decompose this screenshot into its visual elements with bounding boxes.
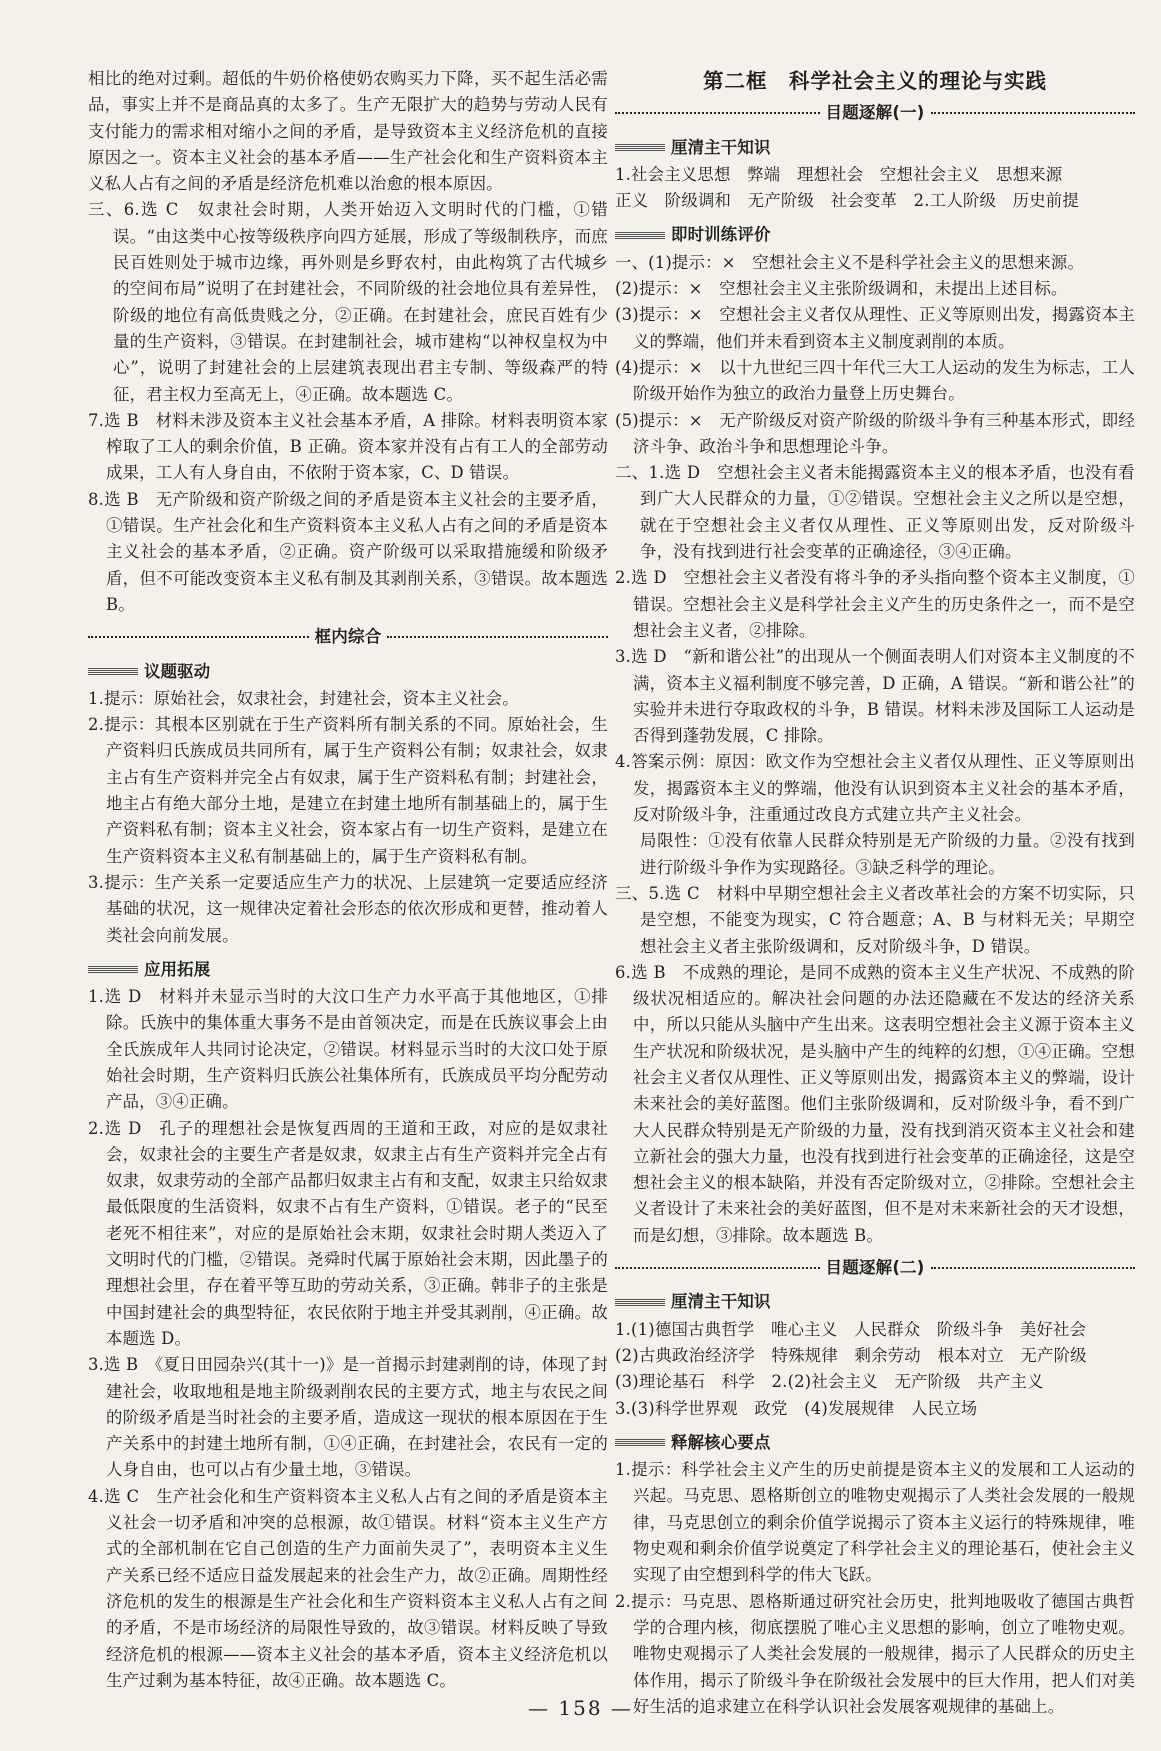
answer-item: 3.选 B 《夏日田园杂兴(其十一)》是一首揭示封建剥削的诗，体现了封建社会，收取地租是地主阶级剥削农民的主要方式，地主与农民之间的阶级矛盾是当时社会的主要矛盾，造成这一现状的根本原因在于生产关系中的封建土地所有制，①④正确，在封建社会，农民有一定的人身自由，也可以占有少量土地，③错误。: [88, 1355, 608, 1480]
answer-item: 8.选 B 无产阶级和资产阶级之间的矛盾是资本主义社会的主要矛盾，①错误。生产社会化和生产资料资本主义私人占有之间的矛盾是资本主义社会的基本矛盾，②正确。资产阶级可以采取措施缓和阶级矛盾，但不可能改变资本主义私有制及其剥削关系，③错误。故本题选 B。: [88, 489, 608, 614]
chapter-title: 第二框 科学社会主义的理论与实践: [703, 69, 1047, 93]
answer-item: 4.答案示例：原因：欧文作为空想社会主义者仅从理性、正义等原则出发，揭露资本主义的弊端，他没有认识到资本主义社会的基本矛盾，反对阶级斗争，注重通过改良方式建立共产主义社会。: [615, 752, 1135, 825]
heading-bar-icon: [615, 1439, 665, 1446]
subheading-liqing-2: 厘清主干知识: [615, 1289, 1135, 1315]
answer-item: (4)提示：× 以十九世纪三四十年代三大工人运动的发生为标志，工人阶级开始作为独立的政治力量登上历史舞台。: [615, 357, 1135, 404]
heading-bar-icon: [88, 966, 138, 973]
subheading-yiti: 议题驱动: [88, 659, 608, 685]
section-header-mubiao-1: 目题逐解(一): [615, 100, 1135, 126]
answer-item: 2.选 D 空想社会主义者没有将斗争的矛头指向整个资本主义制度，①错误。空想社会主义是科学社会主义产生的历史条件之一，而不是空想社会主义者，②排除。: [615, 568, 1135, 640]
answer-item: 二、1.选 D 空想社会主义者未能揭露资本主义的根本矛盾，也没有看到广大人民群众的力量，①②错误。空想社会主义之所以是空想，就在于空想社会主义者仅从理性、正义等原则出发，反对阶级斗争，没有找到进行社会变革的正确途径，③④正确。: [615, 463, 1135, 562]
answer-item: 局限性：①没有依靠人民群众特别是无产阶级的力量。②没有找到进行阶级斗争作为实现路径。③缺乏科学的理论。: [640, 831, 1135, 877]
section-header-kuangnei: 框内综合: [88, 624, 608, 650]
knowledge-line: (2)古典政治经济学 特殊规律 剩余劳动 根本对立 无产阶级: [615, 1345, 1087, 1365]
answer-item: 1.选 D 材料并未显示当时的大汶口生产力水平高于其他地区，①排除。氏族中的集体重大事务不是由首领决定，而是在氏族议事会上由全氏族成年人共同讨论决定，②错误。材料显示当时的大汶口处于原始社会时期，生产资料归氏族公社集体所有，氏族成员平均分配劳动产品，③④正确。: [88, 987, 608, 1112]
knowledge-line: (3)理论基石 科学 2.(2)社会主义 无产阶级 共产主义: [615, 1372, 1044, 1392]
answer-item: 2.提示：其根本区别就在于生产资料所有制关系的不同。原始社会，生产资料归氏族成员共同所有，属于生产资料公有制；奴隶社会，奴隶主占有生产资料并完全占有奴隶，属于生产资料私有制；封建社会，地主占有绝大部分土地，是建立在封建土地所有制基础上的，属于生产资料私有制；资本主义社会，资本家占有一切生产资料，是建立在生产资料资本主义私有制基础上的，属于生产资料私有制。: [88, 715, 608, 866]
answer-item: 1.提示：科学社会主义产生的历史前提是资本主义的发展和工人运动的兴起。马克思、恩格斯创立的唯物史观揭示了人类社会发展的一般规律，马克思创立的剩余价值学说揭示了资本主义运行的特殊规律，唯物史观和剩余价值学说奠定了科学社会主义的理论基石，使社会主义实现了由空想到科学的伟大飞跃。: [615, 1460, 1135, 1585]
answer-item: 3.选 D “新和谐公社”的出现从一个侧面表明人们对资本主义制度的不满，资本主义福利制度不够完善，D 正确，A 错误。“新和谐公社”的实验并未进行夺取政权的斗争，B 错误。材料未涉及国际工人运动是否得到蓬勃发展，C 排除。: [615, 647, 1135, 746]
knowledge-line: 1.(1)德国古典哲学 唯心主义 人民群众 阶级斗争 美好社会: [615, 1319, 1087, 1339]
answer-item: 三、6.选 C 奴隶社会时期，人类开始迈入文明时代的门槛，①错误。“由这类中心按等级秩序向四方延展，形成了等级制秩序，而庶民百姓则处于城市边缘，再外则是乡野农村，由此构筑了古代城乡的空间布局”说明了在封建社会，不同阶级的社会地位具有差异性，阶级的地位有高低贵贱之分，②正确。在封建社会，庶民百姓有少量的生产资料，③错误。在封建制社会，城市建构“以神权皇权为中心”，说明了封建社会的上层建筑表现出君主专制、等级森严的特征，君主权力至高无上，④正确。故本题选 C。: [88, 200, 608, 404]
heading-bar-icon: [615, 232, 665, 239]
section-header-mubiao-2: 目题逐解(二): [615, 1255, 1135, 1281]
heading-bar-icon: [615, 1299, 665, 1306]
answer-item: 4.选 C 生产社会化和生产资料资本主义私人占有之间的矛盾是资本主义社会一切矛盾和冲突的总根源，故①错误。材料“资本主义生产方式的全部机制在它自己创造的生产力面前失灵了”，表明资本主义生产关系已经不适应日益发展起来的社会生产力，故②正确。周期性经济危机的发生的根源是生产社会化和生产资料资本主义私人占有之间的矛盾，不是市场经济的局限性导致的，故③错误。材料反映了导致经济危机的根源——资本主义社会的基本矛盾，资本主义经济危机以生产过剩为基本特征，故④正确。故本题选 C。: [88, 1486, 608, 1690]
answer-item: (3)提示：× 空想社会主义者仅从理性、正义等原则出发，揭露资本主义的弊端，他们并未看到资本主义制度剥削的本质。: [615, 305, 1135, 351]
answer-item: (2)提示：× 空想社会主义主张阶级调和，未提出上述目标。: [615, 279, 1068, 299]
knowledge-line: 3.(3)科学世界观 政党 (4)发展规律 人民立场: [615, 1398, 978, 1418]
answer-item: 1.提示：原始社会，奴隶社会，封建社会，资本主义社会。: [88, 688, 519, 708]
subheading-liqing-1: 厘清主干知识: [615, 135, 1135, 161]
answer-item: 2.提示：马克思、恩格斯通过研究社会历史，批判地吸收了德国古典哲学的合理内核，彻底摆脱了唯心主义思想的影响，创立了唯物史观。唯物史观揭示了人类社会发展的一般规律，揭示了人民群众的历史主体作用，揭示了阶级斗争在阶级社会发展中的巨大作用，把人们对美好生活的追求建立在科学认识社会发展客观规律的基础上。: [615, 1591, 1135, 1716]
answer-item: 2.选 D 孔子的理想社会是恢复西周的王道和王政，对应的是奴隶社会，奴隶社会的主要生产者是奴隶，奴隶主占有生产资料并完全占有奴隶，奴隶劳动的全部产品都归奴隶主占有和支配，奴隶主只给奴隶最低限度的生活资料，奴隶不占有生产资料，①错误。老子的“民至老死不相往来”，对应的是原始社会末期，奴隶社会时期人类迈入了文明时代的门槛，②错误。尧舜时代属于原始社会末期，因此墨子的理想社会里，存在着平等互助的劳动关系，③正确。韩非子的主张是中国封建社会的典型特征，农民依附于地主并受其剥削，④正确。故本题选 D。: [88, 1118, 608, 1348]
subheading-shijie: 释解核心要点: [615, 1430, 1135, 1456]
knowledge-line: 正义 阶级调和 无产阶级 社会变革 2.工人阶级 历史前提: [615, 191, 1079, 211]
heading-bar-icon: [615, 144, 665, 151]
answer-paragraph: 相比的绝对过剩。超低的牛奶价格使奶农购买力下降，买不起生活必需品，事实上并不是商品真的太多了。生产无限扩大的趋势与劳动人民有支付能力的需求相对缩小之间的矛盾，是导致资本主义经济危机的直接原因之一。资本主义社会的基本矛盾——生产社会化和生产资料资本主义私人占有之间的矛盾是经济危机难以治愈的根本原因。: [88, 69, 608, 194]
subheading-yingyong: 应用拓展: [88, 957, 608, 983]
answer-item: 6.选 B 不成熟的理论，是同不成熟的资本主义生产状况、不成熟的阶级状况相适应的。解决社会问题的办法还隐藏在不发达的经济关系中，所以只能从头脑中产生出来。这表明空想社会主义源于资本主义生产状况和阶级状况，是头脑中产生的纯粹的幻想，①④正确。空想社会主义者仅从理性、正义等原则出发，揭露资本主义的弊端，设计未来社会的美好蓝图。他们主张阶级调和，反对阶级斗争，看不到广大人民群众特别是无产阶级的力量，没有找到消灭资本主义社会和建立新社会的强大力量，也没有找到进行社会变革的正确途径，这是空想社会主义的根本缺陷，并没有否定阶级对立，②排除。空想社会主义者设计了未来社会的美好蓝图，但不是对未来新社会的天才设想，而是幻想，③排除。故本题选 B。: [615, 962, 1135, 1245]
answer-item: 三、5.选 C 材料中早期空想社会主义者改革社会的方案不切实际，只是空想，不能变为现实，C 符合题意；A、B 与材料无关；早期空想社会主义者主张阶级调和，反对阶级斗争，D 错误。: [615, 883, 1135, 956]
answer-item: 3.提示：生产关系一定要适应生产力的状况、上层建筑一定要适应经济基础的状况，这一规律决定着社会形态的依次形成和更替，推动着人类社会向前发展。: [88, 872, 608, 945]
knowledge-line: 1.社会主义思想 弊端 理想社会 空想社会主义 思想来源: [615, 164, 1063, 184]
right-column: [615, 66, 1135, 1720]
answer-item: 一、(1)提示：× 空想社会主义不是科学社会主义的思想来源。: [615, 252, 1085, 272]
heading-bar-icon: [88, 668, 138, 675]
subheading-jishi: 即时训练评价: [615, 222, 1135, 248]
answer-item: (5)提示：× 无产阶级反对资产阶级的阶级斗争有三种基本形式，即经济斗争、政治斗争和思想理论斗争。: [615, 410, 1135, 456]
answer-item: 7.选 B 材料未涉及资本主义社会基本矛盾，A 排除。材料表明资本家榨取了工人的剩余价值，B 正确。资本家并没有占有工人的全部劳动成果，工人有人身自由，不依附于资本家，C、D 错误。: [88, 410, 608, 483]
left-column: [88, 66, 608, 1694]
page-number: — 158 —: [528, 1696, 633, 1720]
